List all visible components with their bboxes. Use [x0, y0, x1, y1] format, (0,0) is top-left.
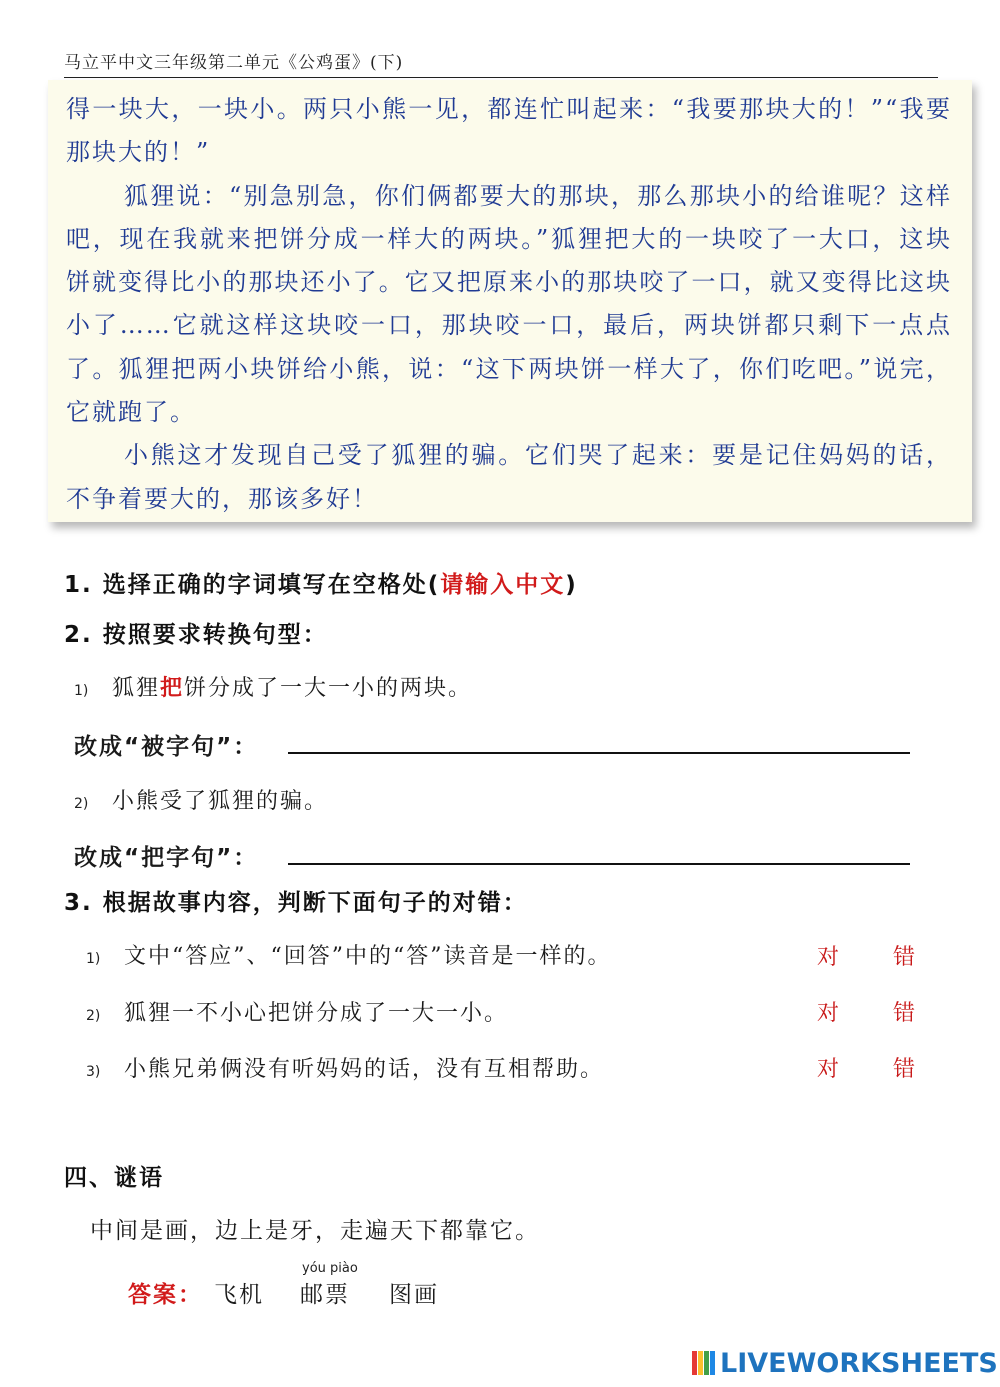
riddle-text: 中间是画，边上是牙，走遍天下都靠它。: [90, 1218, 540, 1244]
story-text: [66, 88, 952, 521]
q2-answer-blank-2[interactable]: [288, 863, 910, 865]
q3-3-true-option[interactable]: 对: [817, 1057, 840, 1082]
q2-sentence-1: 1) 狐狸把饼分成了一大一小的两块。: [74, 675, 473, 701]
question-4-title: 四、谜语: [64, 1165, 164, 1191]
story-paragraph-3: 小熊这才发现自己受了狐狸的骗。它们哭了起来：要是记住妈妈的话，不争着要大的，那该多好！: [66, 441, 952, 513]
q3-statement-3: 3) 小熊兄弟俩没有听妈妈的话，没有互相帮助。: [86, 1057, 605, 1082]
q3-1-false-option[interactable]: 错: [893, 945, 916, 970]
q3-2-false-option[interactable]: 错: [893, 1001, 916, 1026]
q1-instruction-highlight: 请输入中文: [440, 572, 566, 598]
answer-option-tuhua[interactable]: 图画: [389, 1282, 439, 1308]
q2-answer-label-1: 改成“被字句”：: [74, 734, 259, 760]
q3-2-true-option[interactable]: 对: [817, 1001, 840, 1026]
q2-highlight-ba: 把: [160, 675, 185, 701]
answer-option-youpiao[interactable]: 邮票: [300, 1282, 350, 1308]
q2-answer-blank-1[interactable]: [288, 752, 910, 754]
story-paragraph-1: 得一块大，一块小。两只小熊一见，都连忙叫起来：“我要那块大的！”“我要那块大的！”: [66, 95, 952, 167]
liveworksheets-logo-text: LIVEWORKSHEETS: [720, 1347, 998, 1379]
q3-statement-2: 2) 狐狸一不小心把饼分成了一大一小。: [86, 1001, 509, 1026]
story-passage-box: [48, 80, 972, 522]
question-3-title: 3. 根据故事内容，判断下面句子的对错：: [64, 890, 528, 916]
answer-label: 答案：: [128, 1282, 203, 1308]
q2-item-2-number: 2): [74, 796, 89, 812]
q2-sentence-2: 2) 小熊受了狐狸的骗。: [74, 789, 329, 814]
q2-answer-label-2: 改成“把字句”：: [74, 845, 259, 871]
q3-1-true-option[interactable]: 对: [817, 945, 840, 970]
page-header: 马立平中文三年级第二单元《公鸡蛋》(下): [64, 48, 938, 78]
q2-item-1-number: 1): [74, 683, 89, 699]
liveworksheets-logo-icon: [692, 1349, 716, 1377]
q3-3-false-option[interactable]: 错: [893, 1057, 916, 1082]
story-paragraph-2: 狐狸说：“别急别急，你们俩都要大的那块，那么那块小的给谁呢？这样吧，现在我就来把饼分成一样大的两块。”狐狸把大的一块咬了一大口，这块饼就变得比小的那块还小了。它又把原来小的那块咬了一口，就又变得比这块小了……它就这样这块咬一口，那块咬一口，最后，两块饼都只剩下一点点了。狐狸把两小块饼给小熊，说：“这下两块饼一样大了，你们吃吧。”说完，它就跑了。: [66, 181, 952, 427]
question-2-title: 2. 按照要求转换句型：: [64, 622, 328, 648]
q3-statement-1: 1) 文中“答应”、“回答”中的“答”读音是一样的。: [86, 944, 612, 969]
answer-option-feiji[interactable]: 飞机: [214, 1282, 264, 1308]
question-1-title: 1. 选择正确的字词填写在空格处(请输入中文): [64, 572, 578, 598]
liveworksheets-logo: [692, 1346, 998, 1380]
pinyin-annotation: yóu piào: [302, 1261, 358, 1276]
